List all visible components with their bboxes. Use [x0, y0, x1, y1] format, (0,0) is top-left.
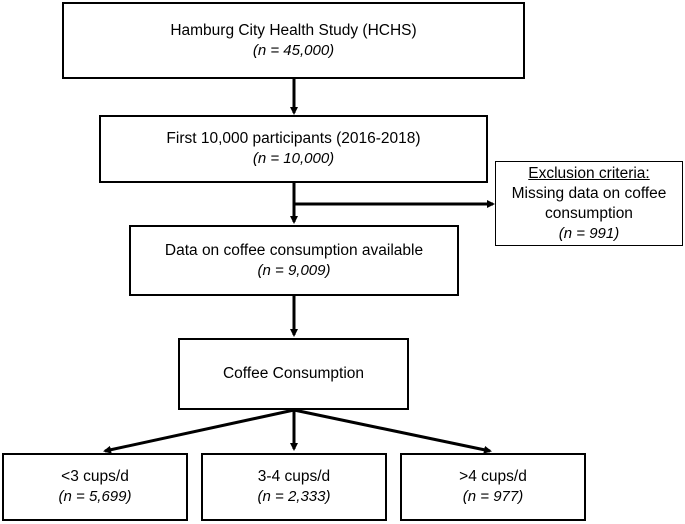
box-data-available — [129, 225, 459, 296]
box-first-participants-title: First 10,000 participants (2016-2018) — [166, 130, 421, 147]
box-first-participants — [99, 115, 488, 183]
box-gt4-cups — [400, 453, 586, 521]
box-data-available-title: Data on coffee consumption available — [164, 241, 424, 259]
box-lt3-cups-title: <3 cups/d — [61, 468, 129, 485]
box-first-participants-count: (n = 10,000) — [252, 150, 335, 167]
box-coffee-consumption-title: Coffee Consumption — [222, 365, 365, 382]
box-gt4-cups-count: (n = 977) — [462, 488, 524, 505]
box-exclusion-title: Exclusion criteria: — [528, 164, 650, 182]
box-lt3-cups-count: (n = 5,699) — [58, 488, 132, 505]
box-coffee-consumption — [178, 338, 409, 410]
box-hchs — [62, 2, 525, 79]
box-lt3-cups — [2, 453, 188, 521]
box-data-available-count: (n = 9,009) — [257, 261, 331, 279]
box-exclusion-line2: consumption — [545, 204, 633, 222]
arrow-coffee-to-lt3 — [105, 410, 294, 451]
box-exclusion — [495, 161, 683, 246]
box-3-4-cups — [201, 453, 387, 521]
box-exclusion-count: (n = 991) — [558, 224, 620, 242]
box-gt4-cups-title: >4 cups/d — [459, 468, 527, 485]
box-3-4-cups-title: 3-4 cups/d — [257, 468, 331, 485]
box-hchs-title: Hamburg City Health Study (HCHS) — [170, 21, 417, 39]
box-3-4-cups-count: (n = 2,333) — [257, 488, 331, 505]
arrow-coffee-to-gt4 — [294, 410, 490, 451]
box-hchs-count: (n = 45,000) — [252, 41, 335, 59]
box-exclusion-line1: Missing data on coffee — [511, 184, 667, 202]
